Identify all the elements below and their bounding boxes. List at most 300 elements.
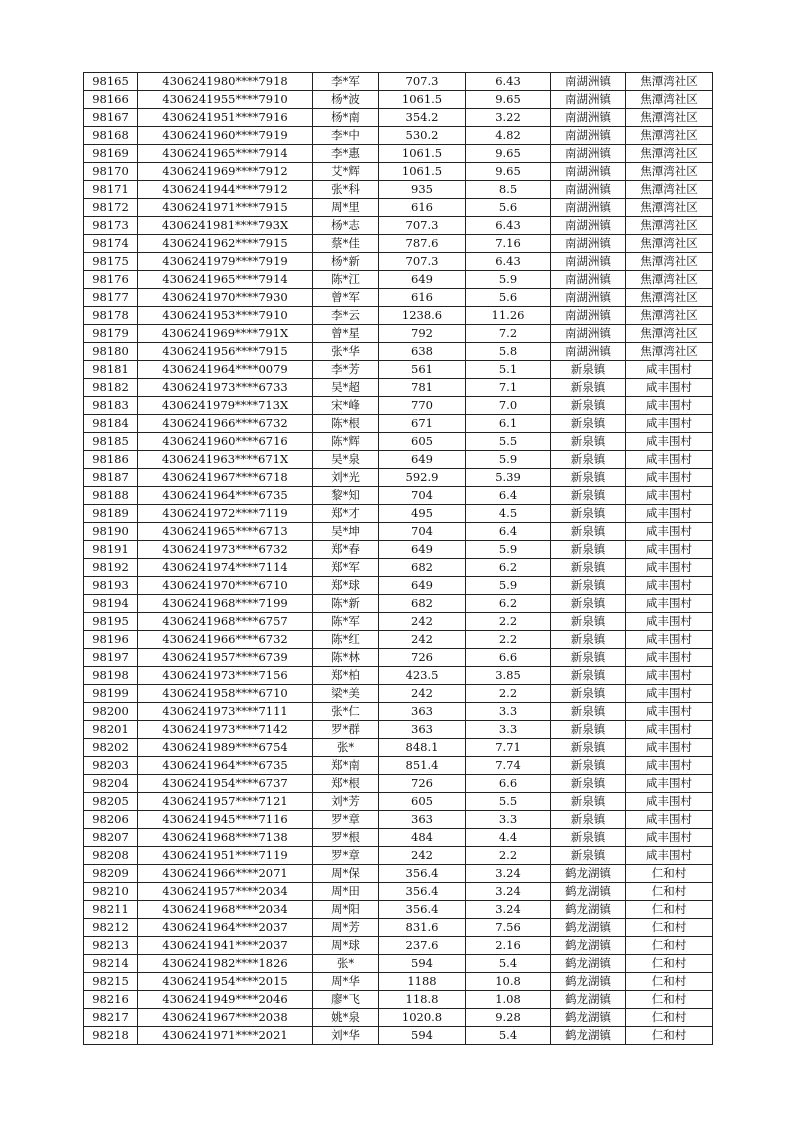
id-number-cell: 4306241982****1826 — [138, 955, 313, 973]
amount-cell: 484 — [379, 829, 466, 847]
town-cell: 新泉镇 — [551, 523, 626, 541]
id-number-cell: 4306241973****6732 — [138, 541, 313, 559]
person-name-cell: 张*仁 — [313, 703, 379, 721]
id-number-cell: 4306241945****7116 — [138, 811, 313, 829]
table-row — [84, 343, 713, 361]
amount-cell: 704 — [379, 487, 466, 505]
amount-cell: 616 — [379, 289, 466, 307]
quantity-cell: 7.71 — [466, 739, 551, 757]
person-name-cell: 郑*军 — [313, 559, 379, 577]
town-cell: 新泉镇 — [551, 559, 626, 577]
town-cell: 新泉镇 — [551, 703, 626, 721]
table-row — [84, 109, 713, 127]
table-row — [84, 739, 713, 757]
quantity-cell: 7.2 — [466, 325, 551, 343]
table-row — [84, 397, 713, 415]
person-name-cell: 张*科 — [313, 181, 379, 199]
table-row — [84, 703, 713, 721]
person-name-cell: 梁*美 — [313, 685, 379, 703]
row-number-cell: 98180 — [84, 343, 138, 361]
row-number-cell: 98209 — [84, 865, 138, 883]
amount-cell: 1061.5 — [379, 145, 466, 163]
id-number-cell: 4306241967****6718 — [138, 469, 313, 487]
quantity-cell: 10.8 — [466, 973, 551, 991]
row-number-cell: 98216 — [84, 991, 138, 1009]
person-name-cell: 陈*江 — [313, 271, 379, 289]
village-cell: 咸丰围村 — [626, 739, 713, 757]
quantity-cell: 4.4 — [466, 829, 551, 847]
village-cell: 仁和村 — [626, 865, 713, 883]
quantity-cell: 2.2 — [466, 685, 551, 703]
amount-cell: 707.3 — [379, 253, 466, 271]
row-number-cell: 98174 — [84, 235, 138, 253]
row-number-cell: 98191 — [84, 541, 138, 559]
village-cell: 焦潭湾社区 — [626, 217, 713, 235]
person-name-cell: 李*云 — [313, 307, 379, 325]
person-name-cell: 杨*波 — [313, 91, 379, 109]
village-cell: 咸丰围村 — [626, 829, 713, 847]
quantity-cell: 7.74 — [466, 757, 551, 775]
row-number-cell: 98192 — [84, 559, 138, 577]
village-cell: 咸丰围村 — [626, 577, 713, 595]
row-number-cell: 98187 — [84, 469, 138, 487]
person-name-cell: 陈*红 — [313, 631, 379, 649]
village-cell: 仁和村 — [626, 1009, 713, 1027]
person-name-cell: 罗*章 — [313, 811, 379, 829]
table-row — [84, 217, 713, 235]
person-name-cell: 周*球 — [313, 937, 379, 955]
town-cell: 新泉镇 — [551, 631, 626, 649]
person-name-cell: 吴*超 — [313, 379, 379, 397]
id-number-cell: 4306241964****2037 — [138, 919, 313, 937]
amount-cell: 354.2 — [379, 109, 466, 127]
village-cell: 咸丰围村 — [626, 523, 713, 541]
table-row — [84, 163, 713, 181]
row-number-cell: 98185 — [84, 433, 138, 451]
quantity-cell: 9.65 — [466, 163, 551, 181]
village-cell: 焦潭湾社区 — [626, 91, 713, 109]
amount-cell: 787.6 — [379, 235, 466, 253]
row-number-cell: 98195 — [84, 613, 138, 631]
quantity-cell: 5.9 — [466, 451, 551, 469]
id-number-cell: 4306241967****2038 — [138, 1009, 313, 1027]
amount-cell: 726 — [379, 649, 466, 667]
quantity-cell: 6.6 — [466, 775, 551, 793]
row-number-cell: 98165 — [84, 73, 138, 91]
table-row — [84, 577, 713, 595]
town-cell: 鹤龙湖镇 — [551, 919, 626, 937]
village-cell: 咸丰围村 — [626, 559, 713, 577]
table-row — [84, 505, 713, 523]
town-cell: 新泉镇 — [551, 505, 626, 523]
amount-cell: 242 — [379, 613, 466, 631]
quantity-cell: 1.08 — [466, 991, 551, 1009]
town-cell: 南湖洲镇 — [551, 127, 626, 145]
table-row — [84, 271, 713, 289]
id-number-cell: 4306241974****7114 — [138, 559, 313, 577]
table-row — [84, 181, 713, 199]
id-number-cell: 4306241964****6735 — [138, 487, 313, 505]
id-number-cell: 4306241971****2021 — [138, 1027, 313, 1045]
id-number-cell: 4306241964****0079 — [138, 361, 313, 379]
quantity-cell: 5.5 — [466, 433, 551, 451]
town-cell: 新泉镇 — [551, 487, 626, 505]
town-cell: 鹤龙湖镇 — [551, 865, 626, 883]
village-cell: 咸丰围村 — [626, 793, 713, 811]
table-row — [84, 955, 713, 973]
village-cell: 咸丰围村 — [626, 649, 713, 667]
table-row — [84, 415, 713, 433]
person-name-cell: 张* — [313, 955, 379, 973]
id-number-cell: 4306241957****7121 — [138, 793, 313, 811]
amount-cell: 682 — [379, 595, 466, 613]
amount-cell: 649 — [379, 577, 466, 595]
amount-cell: 851.4 — [379, 757, 466, 775]
town-cell: 鹤龙湖镇 — [551, 991, 626, 1009]
row-number-cell: 98179 — [84, 325, 138, 343]
amount-cell: 594 — [379, 1027, 466, 1045]
table-row — [84, 379, 713, 397]
town-cell: 新泉镇 — [551, 847, 626, 865]
row-number-cell: 98167 — [84, 109, 138, 127]
table-row — [84, 73, 713, 91]
row-number-cell: 98168 — [84, 127, 138, 145]
table-row — [84, 793, 713, 811]
town-cell: 新泉镇 — [551, 649, 626, 667]
amount-cell: 1061.5 — [379, 163, 466, 181]
village-cell: 咸丰围村 — [626, 379, 713, 397]
quantity-cell: 3.24 — [466, 865, 551, 883]
town-cell: 南湖洲镇 — [551, 325, 626, 343]
quantity-cell: 6.4 — [466, 523, 551, 541]
village-cell: 咸丰围村 — [626, 487, 713, 505]
id-number-cell: 4306241966****6732 — [138, 415, 313, 433]
village-cell: 咸丰围村 — [626, 847, 713, 865]
row-number-cell: 98199 — [84, 685, 138, 703]
row-number-cell: 98201 — [84, 721, 138, 739]
id-number-cell: 4306241965****6713 — [138, 523, 313, 541]
person-name-cell: 姚*泉 — [313, 1009, 379, 1027]
person-name-cell: 陈*林 — [313, 649, 379, 667]
amount-cell: 682 — [379, 559, 466, 577]
row-number-cell: 98215 — [84, 973, 138, 991]
town-cell: 南湖洲镇 — [551, 289, 626, 307]
table-row — [84, 595, 713, 613]
id-number-cell: 4306241958****6710 — [138, 685, 313, 703]
id-number-cell: 4306241966****6732 — [138, 631, 313, 649]
amount-cell: 356.4 — [379, 883, 466, 901]
row-number-cell: 98213 — [84, 937, 138, 955]
person-name-cell: 杨*新 — [313, 253, 379, 271]
quantity-cell: 2.16 — [466, 937, 551, 955]
row-number-cell: 98184 — [84, 415, 138, 433]
town-cell: 南湖洲镇 — [551, 163, 626, 181]
village-cell: 焦潭湾社区 — [626, 181, 713, 199]
row-number-cell: 98203 — [84, 757, 138, 775]
town-cell: 新泉镇 — [551, 595, 626, 613]
id-number-cell: 4306241964****6735 — [138, 757, 313, 775]
town-cell: 鹤龙湖镇 — [551, 1009, 626, 1027]
quantity-cell: 9.65 — [466, 145, 551, 163]
row-number-cell: 98208 — [84, 847, 138, 865]
town-cell: 鹤龙湖镇 — [551, 901, 626, 919]
person-name-cell: 郑*柏 — [313, 667, 379, 685]
quantity-cell: 2.2 — [466, 847, 551, 865]
table-row — [84, 361, 713, 379]
village-cell: 咸丰围村 — [626, 775, 713, 793]
quantity-cell: 5.39 — [466, 469, 551, 487]
person-name-cell: 陈*新 — [313, 595, 379, 613]
town-cell: 新泉镇 — [551, 577, 626, 595]
person-name-cell: 陈*辉 — [313, 433, 379, 451]
quantity-cell: 6.43 — [466, 253, 551, 271]
amount-cell: 1020.8 — [379, 1009, 466, 1027]
village-cell: 焦潭湾社区 — [626, 325, 713, 343]
village-cell: 咸丰围村 — [626, 631, 713, 649]
quantity-cell: 5.1 — [466, 361, 551, 379]
town-cell: 新泉镇 — [551, 775, 626, 793]
quantity-cell: 4.5 — [466, 505, 551, 523]
table-row — [84, 541, 713, 559]
amount-cell: 423.5 — [379, 667, 466, 685]
amount-cell: 561 — [379, 361, 466, 379]
person-name-cell: 廖*飞 — [313, 991, 379, 1009]
amount-cell: 242 — [379, 847, 466, 865]
id-number-cell: 4306241979****7919 — [138, 253, 313, 271]
person-name-cell: 罗*根 — [313, 829, 379, 847]
amount-cell: 770 — [379, 397, 466, 415]
town-cell: 新泉镇 — [551, 361, 626, 379]
town-cell: 南湖洲镇 — [551, 109, 626, 127]
village-cell: 仁和村 — [626, 901, 713, 919]
village-cell: 焦潭湾社区 — [626, 307, 713, 325]
id-number-cell: 4306241963****671X — [138, 451, 313, 469]
id-number-cell: 4306241951****7119 — [138, 847, 313, 865]
village-cell: 咸丰围村 — [626, 433, 713, 451]
town-cell: 南湖洲镇 — [551, 217, 626, 235]
id-number-cell: 4306241973****7142 — [138, 721, 313, 739]
person-name-cell: 宋*峰 — [313, 397, 379, 415]
person-name-cell: 吴*泉 — [313, 451, 379, 469]
quantity-cell: 6.2 — [466, 595, 551, 613]
town-cell: 新泉镇 — [551, 667, 626, 685]
quantity-cell: 9.65 — [466, 91, 551, 109]
table-body — [84, 73, 713, 1045]
amount-cell: 363 — [379, 703, 466, 721]
person-name-cell: 郑*南 — [313, 757, 379, 775]
amount-cell: 649 — [379, 271, 466, 289]
row-number-cell: 98196 — [84, 631, 138, 649]
table-row — [84, 253, 713, 271]
amount-cell: 638 — [379, 343, 466, 361]
village-cell: 仁和村 — [626, 883, 713, 901]
village-cell: 咸丰围村 — [626, 757, 713, 775]
table-row — [84, 919, 713, 937]
table-row — [84, 199, 713, 217]
quantity-cell: 3.3 — [466, 811, 551, 829]
id-number-cell: 4306241953****7910 — [138, 307, 313, 325]
id-number-cell: 4306241989****6754 — [138, 739, 313, 757]
person-name-cell: 张* — [313, 739, 379, 757]
person-name-cell: 罗*章 — [313, 847, 379, 865]
id-number-cell: 4306241960****7919 — [138, 127, 313, 145]
row-number-cell: 98178 — [84, 307, 138, 325]
row-number-cell: 98217 — [84, 1009, 138, 1027]
quantity-cell: 6.43 — [466, 73, 551, 91]
table-row — [84, 667, 713, 685]
amount-cell: 671 — [379, 415, 466, 433]
row-number-cell: 98181 — [84, 361, 138, 379]
village-cell: 咸丰围村 — [626, 505, 713, 523]
id-number-cell: 4306241965****7914 — [138, 145, 313, 163]
quantity-cell: 6.2 — [466, 559, 551, 577]
amount-cell: 649 — [379, 451, 466, 469]
table-row — [84, 865, 713, 883]
id-number-cell: 4306241971****7915 — [138, 199, 313, 217]
quantity-cell: 7.56 — [466, 919, 551, 937]
id-number-cell: 4306241966****2071 — [138, 865, 313, 883]
town-cell: 南湖洲镇 — [551, 145, 626, 163]
village-cell: 焦潭湾社区 — [626, 163, 713, 181]
town-cell: 南湖洲镇 — [551, 307, 626, 325]
row-number-cell: 98188 — [84, 487, 138, 505]
amount-cell: 242 — [379, 631, 466, 649]
row-number-cell: 98194 — [84, 595, 138, 613]
quantity-cell: 7.16 — [466, 235, 551, 253]
amount-cell: 1238.6 — [379, 307, 466, 325]
row-number-cell: 98186 — [84, 451, 138, 469]
id-number-cell: 4306241955****7910 — [138, 91, 313, 109]
table-row — [84, 559, 713, 577]
village-cell: 焦潭湾社区 — [626, 109, 713, 127]
village-cell: 咸丰围村 — [626, 595, 713, 613]
id-number-cell: 4306241973****6733 — [138, 379, 313, 397]
id-number-cell: 4306241968****7199 — [138, 595, 313, 613]
table-row — [84, 451, 713, 469]
village-cell: 焦潭湾社区 — [626, 235, 713, 253]
town-cell: 南湖洲镇 — [551, 73, 626, 91]
person-name-cell: 杨*南 — [313, 109, 379, 127]
id-number-cell: 4306241957****2034 — [138, 883, 313, 901]
row-number-cell: 98214 — [84, 955, 138, 973]
row-number-cell: 98202 — [84, 739, 138, 757]
quantity-cell: 5.5 — [466, 793, 551, 811]
quantity-cell: 6.1 — [466, 415, 551, 433]
id-number-cell: 4306241944****7912 — [138, 181, 313, 199]
village-cell: 仁和村 — [626, 919, 713, 937]
row-number-cell: 98207 — [84, 829, 138, 847]
town-cell: 南湖洲镇 — [551, 235, 626, 253]
table-row — [84, 235, 713, 253]
id-number-cell: 4306241979****713X — [138, 397, 313, 415]
town-cell: 新泉镇 — [551, 433, 626, 451]
village-cell: 咸丰围村 — [626, 361, 713, 379]
quantity-cell: 3.3 — [466, 703, 551, 721]
village-cell: 焦潭湾社区 — [626, 271, 713, 289]
quantity-cell: 5.6 — [466, 289, 551, 307]
village-cell: 仁和村 — [626, 937, 713, 955]
amount-cell: 848.1 — [379, 739, 466, 757]
amount-cell: 605 — [379, 433, 466, 451]
table-row — [84, 811, 713, 829]
amount-cell: 237.6 — [379, 937, 466, 955]
id-number-cell: 4306241972****7119 — [138, 505, 313, 523]
table-row — [84, 1009, 713, 1027]
town-cell: 鹤龙湖镇 — [551, 937, 626, 955]
village-cell: 咸丰围村 — [626, 721, 713, 739]
table-row — [84, 649, 713, 667]
village-cell: 焦潭湾社区 — [626, 145, 713, 163]
table-row — [84, 325, 713, 343]
id-number-cell: 4306241949****2046 — [138, 991, 313, 1009]
quantity-cell: 5.4 — [466, 1027, 551, 1045]
quantity-cell: 3.85 — [466, 667, 551, 685]
row-number-cell: 98190 — [84, 523, 138, 541]
amount-cell: 363 — [379, 811, 466, 829]
amount-cell: 1188 — [379, 973, 466, 991]
amount-cell: 1061.5 — [379, 91, 466, 109]
amount-cell: 356.4 — [379, 901, 466, 919]
id-number-cell: 4306241981****793X — [138, 217, 313, 235]
amount-cell: 616 — [379, 199, 466, 217]
village-cell: 焦潭湾社区 — [626, 73, 713, 91]
town-cell: 新泉镇 — [551, 685, 626, 703]
row-number-cell: 98175 — [84, 253, 138, 271]
table-row — [84, 469, 713, 487]
town-cell: 新泉镇 — [551, 811, 626, 829]
person-name-cell: 黎*知 — [313, 487, 379, 505]
row-number-cell: 98183 — [84, 397, 138, 415]
id-number-cell: 4306241951****7916 — [138, 109, 313, 127]
table-row — [84, 775, 713, 793]
row-number-cell: 98182 — [84, 379, 138, 397]
village-cell: 仁和村 — [626, 955, 713, 973]
table-row — [84, 901, 713, 919]
amount-cell: 363 — [379, 721, 466, 739]
quantity-cell: 5.9 — [466, 271, 551, 289]
person-name-cell: 蔡*佳 — [313, 235, 379, 253]
person-name-cell: 周*芳 — [313, 919, 379, 937]
person-name-cell: 刘*光 — [313, 469, 379, 487]
village-cell: 咸丰围村 — [626, 685, 713, 703]
quantity-cell: 5.9 — [466, 541, 551, 559]
quantity-cell: 3.24 — [466, 901, 551, 919]
person-name-cell: 周*华 — [313, 973, 379, 991]
person-name-cell: 周*阳 — [313, 901, 379, 919]
table-row — [84, 127, 713, 145]
id-number-cell: 4306241954****6737 — [138, 775, 313, 793]
table-row — [84, 433, 713, 451]
row-number-cell: 98212 — [84, 919, 138, 937]
table-row — [84, 1027, 713, 1045]
id-number-cell: 4306241968****7138 — [138, 829, 313, 847]
amount-cell: 530.2 — [379, 127, 466, 145]
person-name-cell: 杨*志 — [313, 217, 379, 235]
person-name-cell: 郑*才 — [313, 505, 379, 523]
table-row — [84, 523, 713, 541]
village-cell: 咸丰围村 — [626, 811, 713, 829]
table-row — [84, 829, 713, 847]
person-name-cell: 刘*华 — [313, 1027, 379, 1045]
town-cell: 南湖洲镇 — [551, 181, 626, 199]
quantity-cell: 4.82 — [466, 127, 551, 145]
quantity-cell: 11.26 — [466, 307, 551, 325]
quantity-cell: 6.4 — [466, 487, 551, 505]
row-number-cell: 98177 — [84, 289, 138, 307]
row-number-cell: 98173 — [84, 217, 138, 235]
town-cell: 新泉镇 — [551, 415, 626, 433]
town-cell: 新泉镇 — [551, 793, 626, 811]
